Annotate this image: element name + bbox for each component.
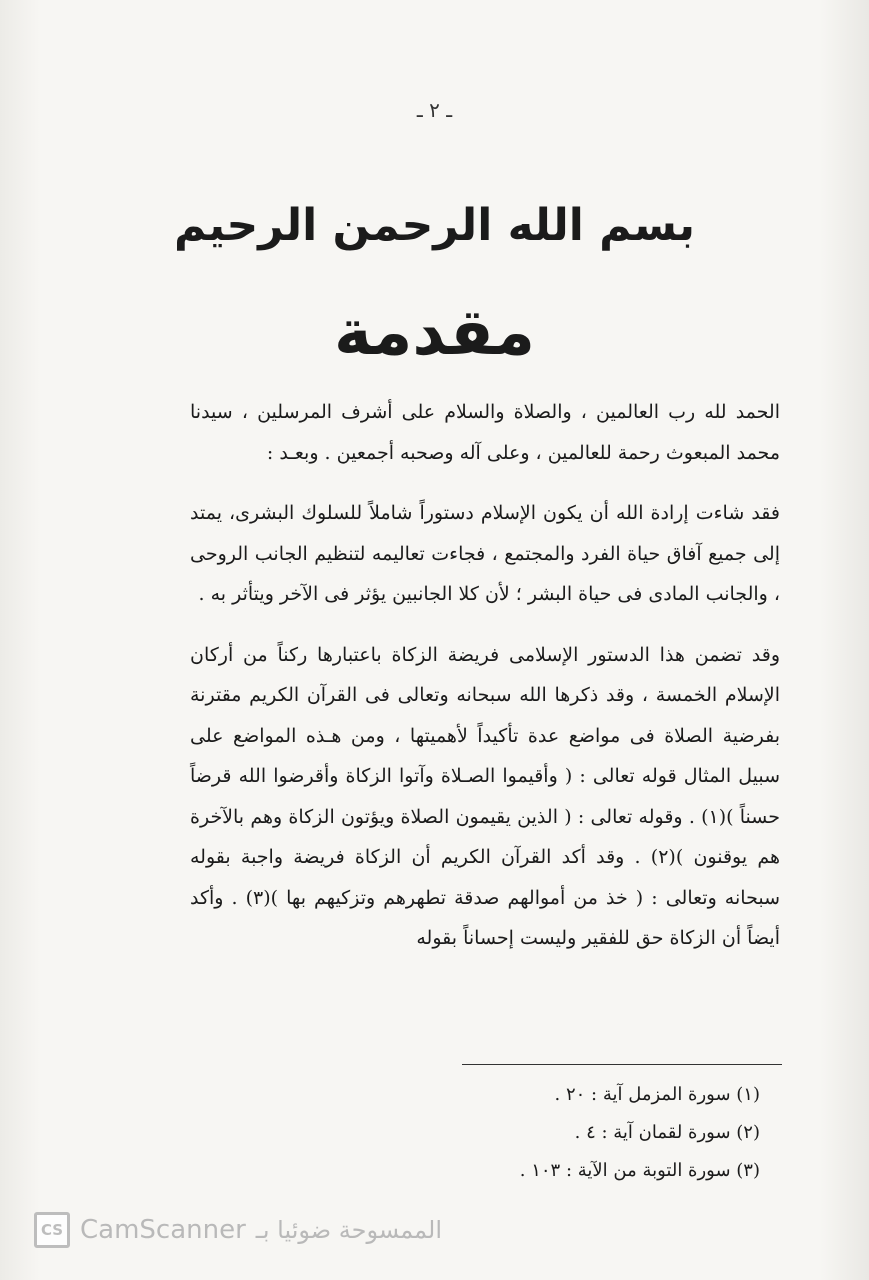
paragraph-zakat: وقد تضمن هذا الدستور الإسلامى فريضة الزكاة باعتبارها ركناً من أركان الإسلام الخمسة ، وقد ذكرها الله سبحانه وتعالى فى القرآن الكريم مقترنة بفرضية الصلاة فى مواضع عدة تأكيداً لأهميتها ، ومن هـذه المواضع على سبيل المثال قوله تعالى : ( وأقيموا الصـلاة وآتوا الزكاة وأقرضوا الله قرضاً حسناً )(١) . وقوله تعالى : ( الذين يقيمون الصلاة ويؤتون الزكاة وهم بالآخرة هم يوقنون )(٢) . وقد أكد القرآن الكريم أن الزكاة فريضة واجبة بقوله سبحانه وتعالى : ( خذ من أموالهم صدقة تطهرهم وتزكيهم بها )(٣) . وأكد أيضاً أن الزكاة حق للفقير وليست إحساناً بقوله [190,643,780,949]
basmala-heading: بسم الله الرحمن الرحيم [174,200,695,251]
camscanner-watermark [34,1210,442,1250]
body-text [190,392,780,959]
paragraph-islam-constitution: فقد شاءت إرادة الله أن يكون الإسلام دستوراً شاملاً للسلوك البشرى، يمتد إلى جميع آفاق حياة الفرد والمجتمع ، فجاءت تعاليمه لتنظيم الجانب الروحى ، والجانب المادى فى حياة البشر ؛ لأن كلا الجانبين يؤثر فى الآخر ويتأثر به . [190,502,780,605]
footnotes [300,1076,760,1190]
camscanner-logo-icon: CS [34,1212,70,1248]
camscanner-brand: CamScanner [80,1215,246,1245]
footnote-3: (٣) سورة التوبة من الآية : ١٠٣ . [519,1160,760,1181]
camscanner-arabic-caption: الممسوحة ضوئيا بـ [255,1216,443,1244]
footnote-2: (٢) سورة لقمان آية : ٤ . [574,1122,760,1143]
paragraph-intro: الحمد لله رب العالمين ، والصلاة والسلام على أشرف المرسلين ، سيدنا محمد المبعوث رحمة للعالمين ، وعلى آله وصحبه أجمعين . وبعـد : [190,401,780,464]
section-title: مقدمة [333,296,536,370]
footnote-divider [462,1064,782,1065]
page-number: ـ ٢ ـ [416,98,453,122]
footnote-1: (١) سورة المزمل آية : ٢٠ . [554,1084,760,1105]
